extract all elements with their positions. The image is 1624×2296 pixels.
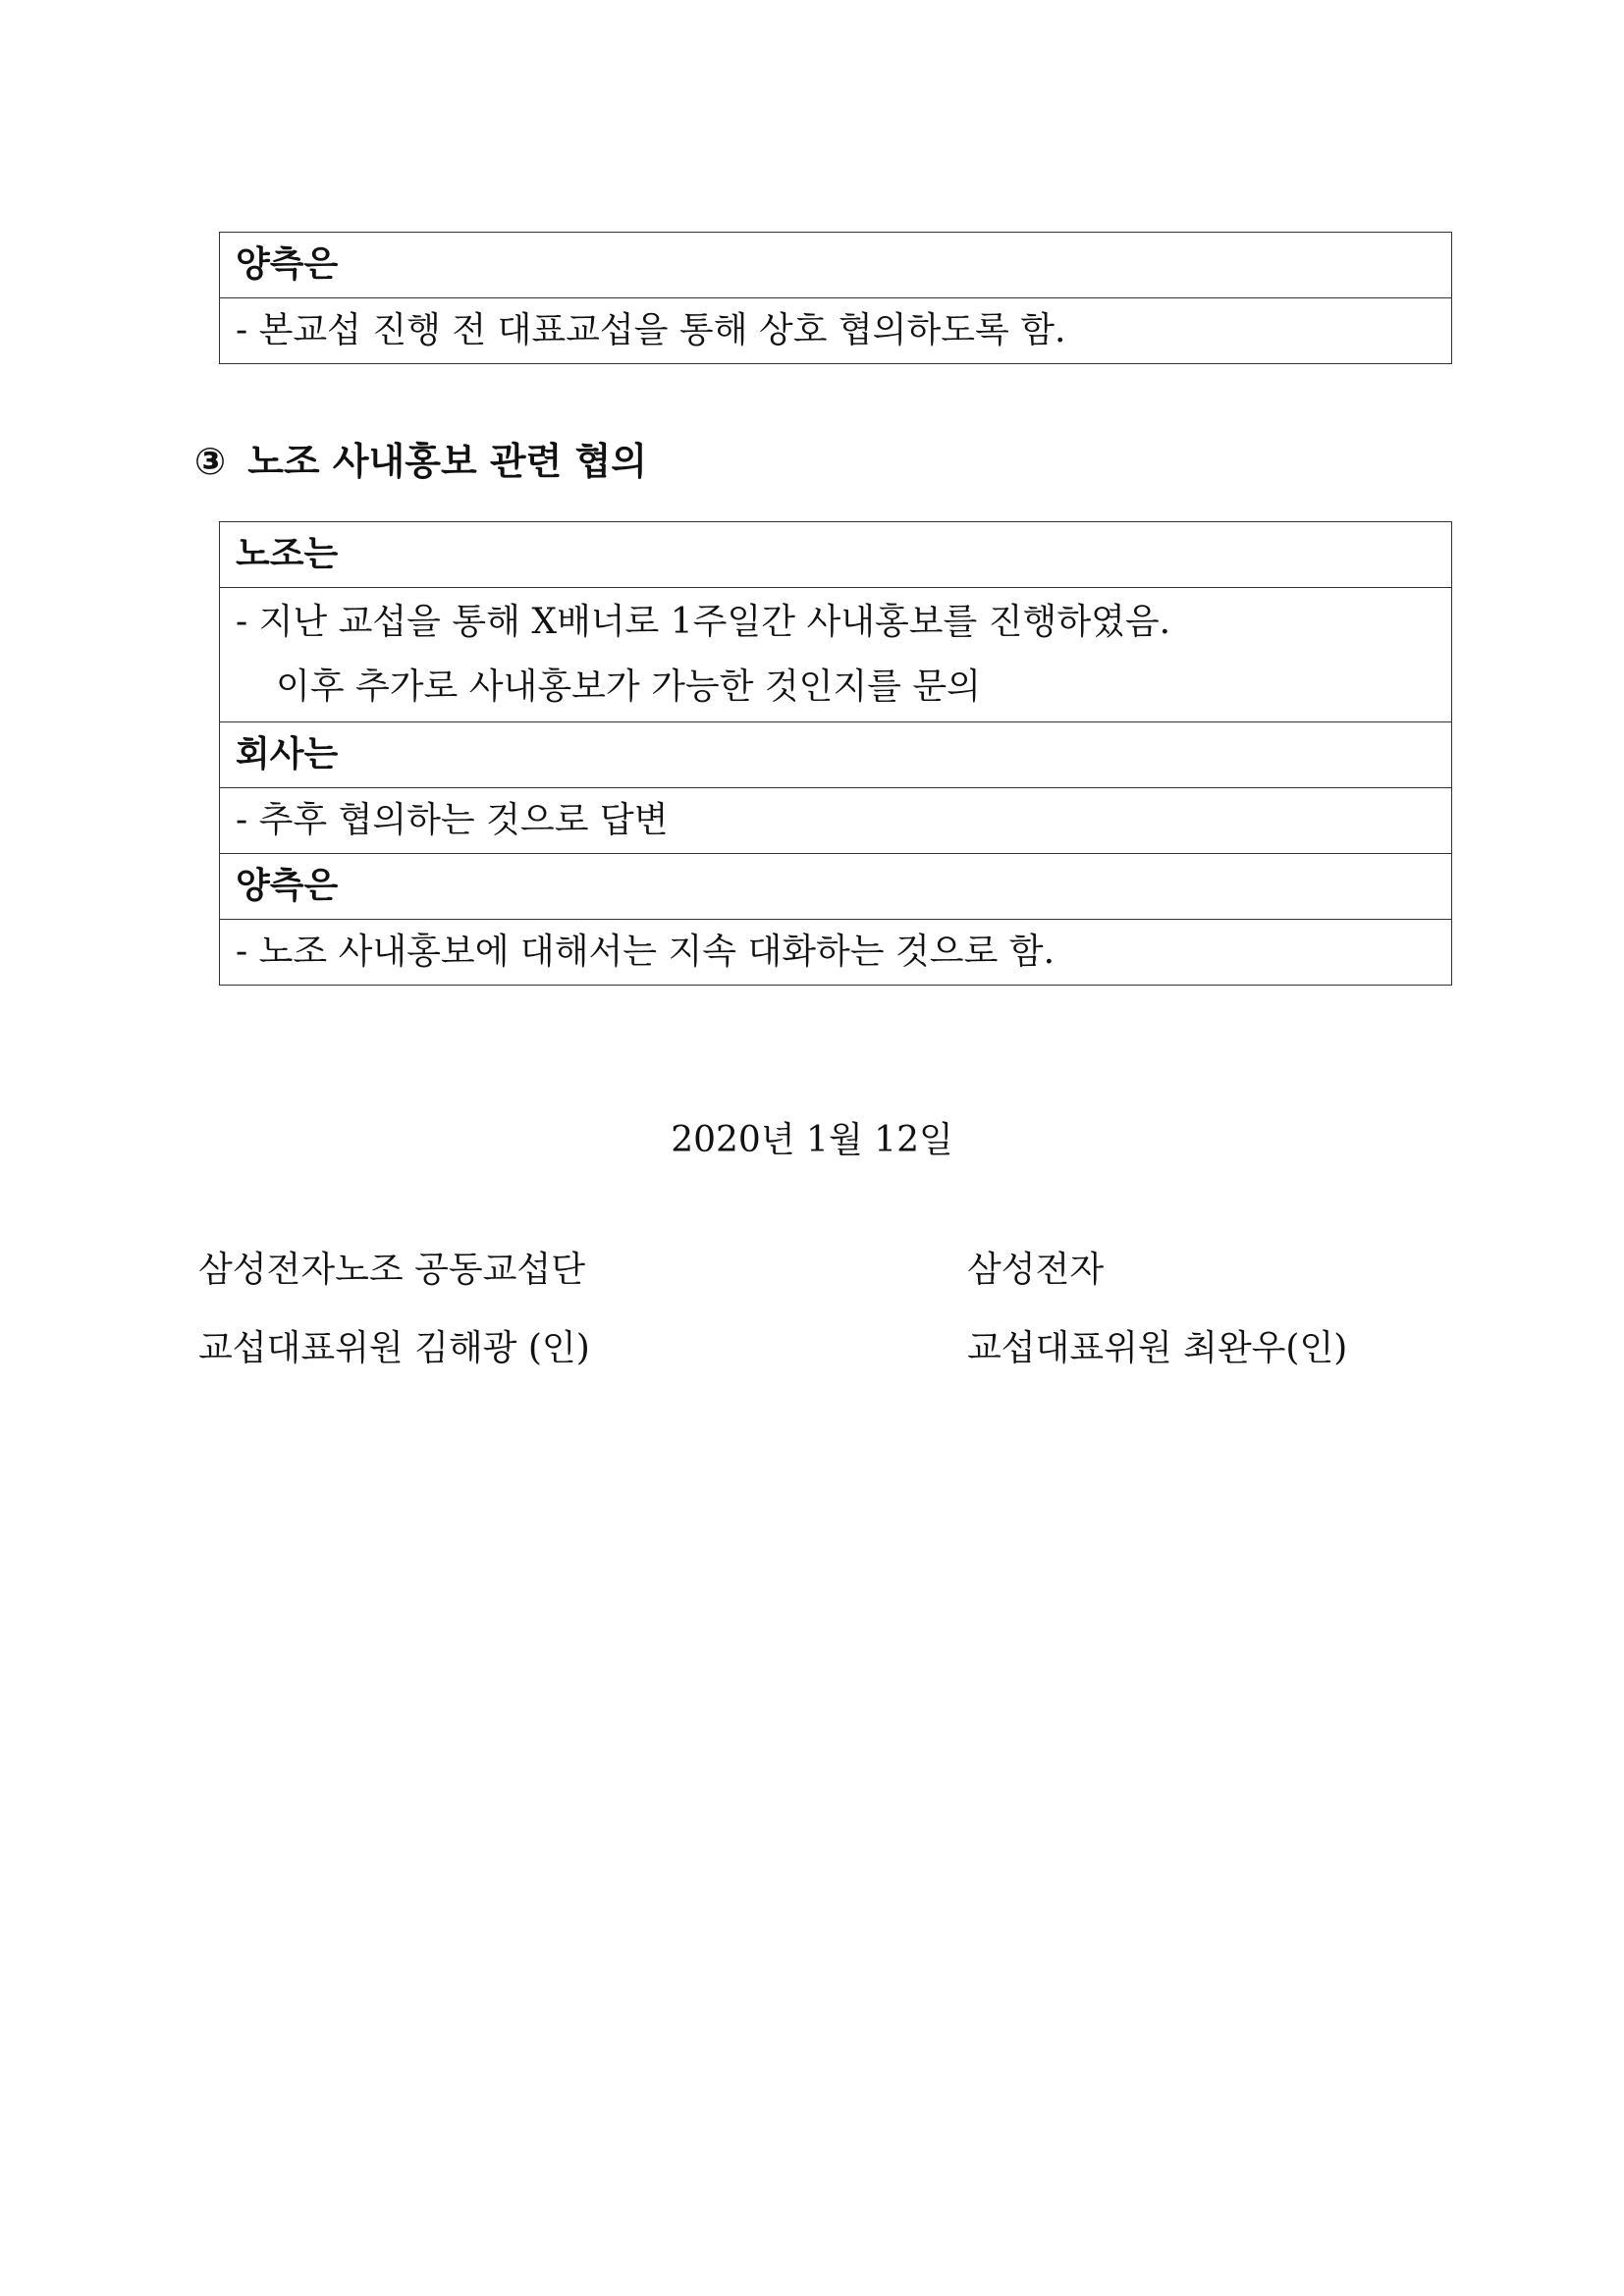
union-body-line-2: 이후 추가로 사내홍보가 가능한 것인지를 문의 <box>276 667 981 707</box>
box-heading-company: 회사는 <box>220 722 1452 788</box>
section-heading <box>194 432 647 491</box>
table-row <box>220 854 1452 920</box>
table-row <box>220 233 1452 298</box>
section-number: ③ <box>194 440 227 483</box>
signature-left-organization: 삼성전자노조 공동교섭단 <box>198 1250 585 1290</box>
box-heading-both-2: 양측은 <box>220 854 1452 920</box>
document-date: 2020년 1월 12일 <box>671 1120 953 1160</box>
table-row <box>220 722 1452 788</box>
signature-right-representative: 교섭대표위원 최완우(인) <box>967 1328 1348 1368</box>
box-body-both-2: - 노조 사내홍보에 대해서는 지속 대화하는 것으로 함. <box>220 920 1452 986</box>
box-body-both: - 본교섭 진행 전 대표교섭을 통해 상호 협의하도록 함. <box>220 298 1452 364</box>
table-row <box>220 788 1452 854</box>
box-heading-union: 노조는 <box>220 522 1452 588</box>
union-body-line-1: - 지난 교섭을 통해 X배너로 1주일간 사내홍보를 진행하였음. <box>236 602 1171 642</box>
agreement-table-publicity <box>219 521 1452 986</box>
box-body-company: - 추후 협의하는 것으로 답변 <box>220 788 1452 854</box>
signature-left-representative: 교섭대표위원 김해광 (인) <box>198 1328 590 1368</box>
table-row <box>220 588 1452 722</box>
signature-right-organization: 삼성전자 <box>967 1250 1105 1290</box>
table-row <box>220 298 1452 364</box>
table-row <box>220 920 1452 986</box>
agreement-table-both-parties <box>219 232 1452 364</box>
box-body-union <box>220 588 1452 722</box>
section-title-text: 노조 사내홍보 관련 협의 <box>247 440 647 483</box>
table-row <box>220 522 1452 588</box>
box-heading-both: 양측은 <box>220 233 1452 298</box>
